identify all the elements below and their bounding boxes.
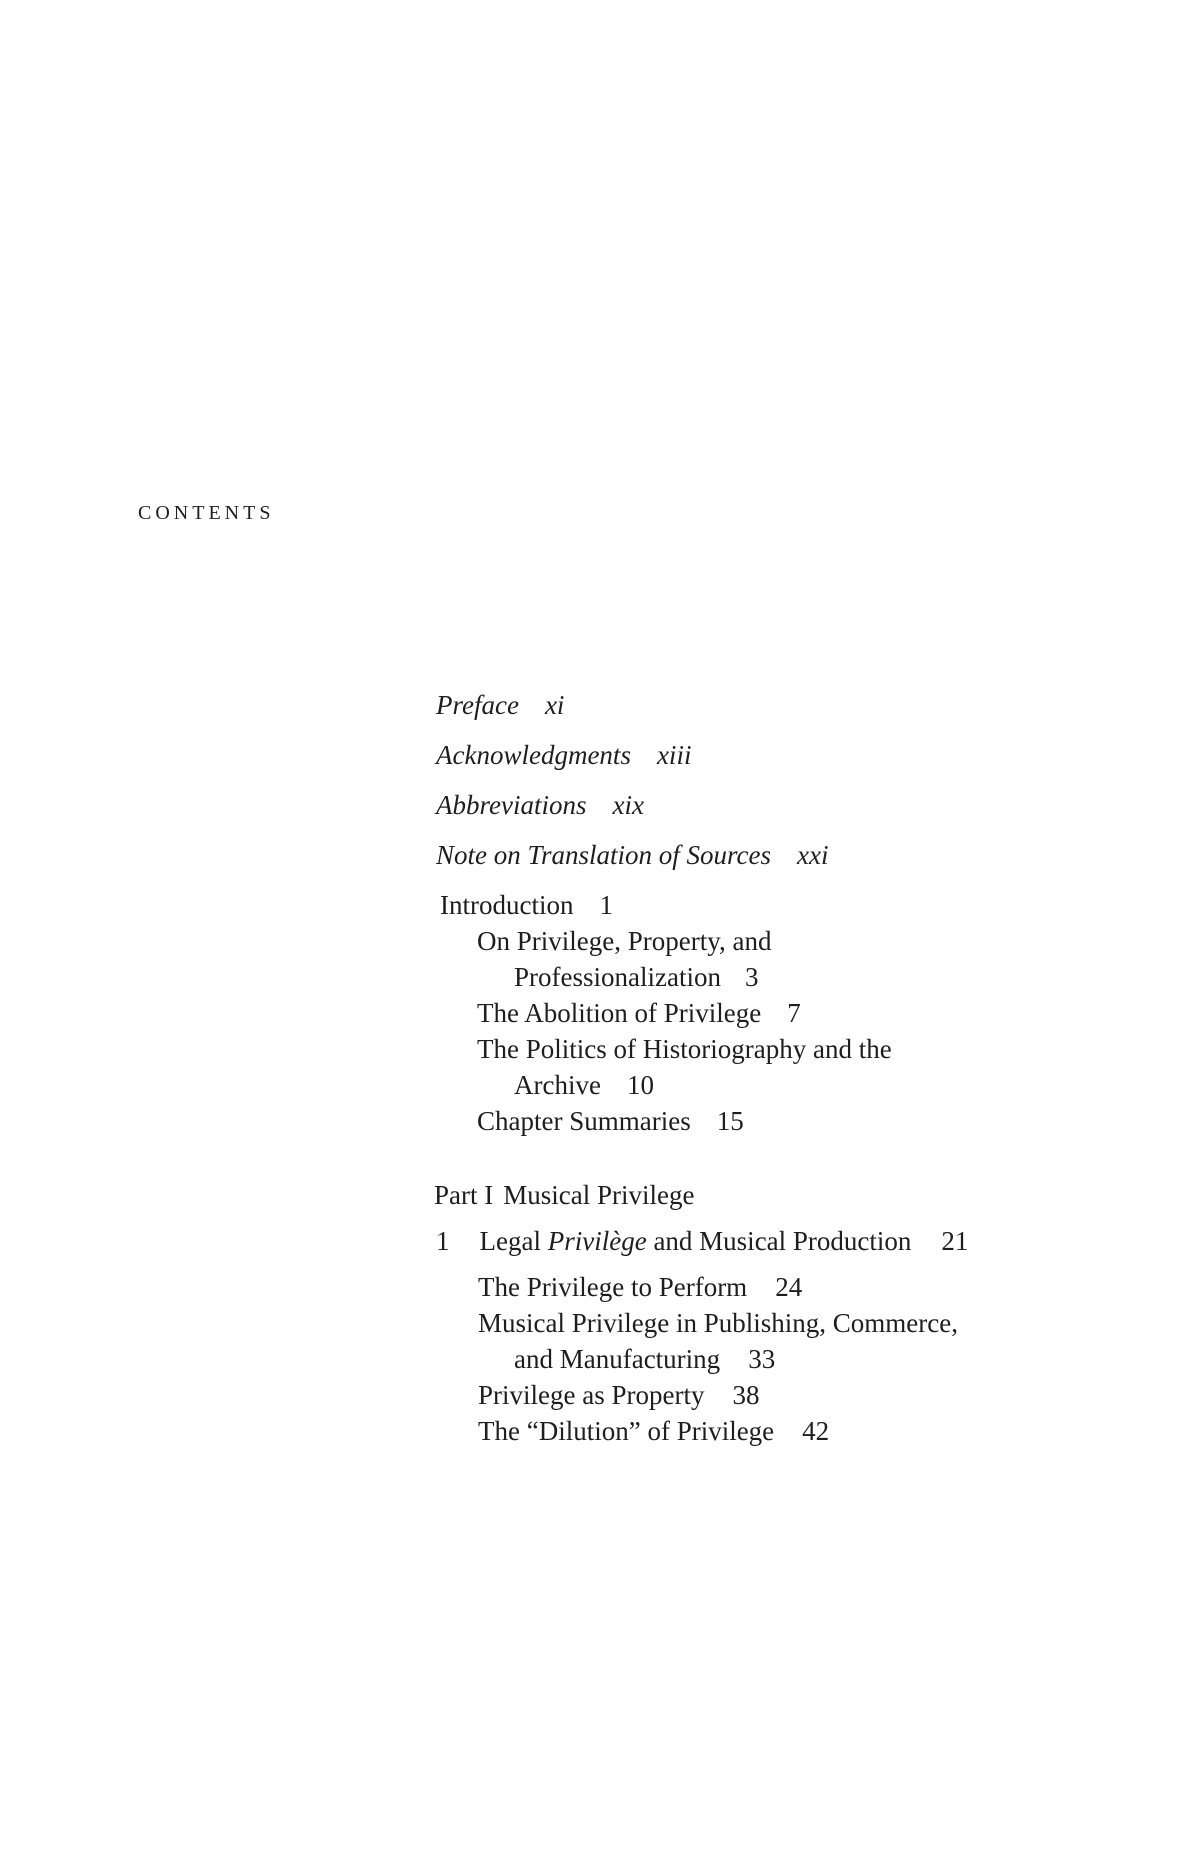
toc-page-number: xiii xyxy=(656,740,692,770)
toc-section-title: On Privilege, Property, and xyxy=(477,926,772,956)
toc-page-number: 1 xyxy=(599,890,613,920)
chapter-title-start: Legal xyxy=(479,1226,548,1256)
toc-part-1[interactable] xyxy=(434,1178,694,1212)
toc-section-chapter-summaries[interactable] xyxy=(477,1104,744,1138)
toc-section-title: The “Dilution” of Privilege xyxy=(478,1416,775,1446)
toc-entry-title: Acknowledgments xyxy=(436,740,631,770)
toc-entry-acknowledgments[interactable] xyxy=(436,738,691,772)
toc-entry-title: Abbreviations xyxy=(436,790,587,820)
toc-page-number: 15 xyxy=(716,1106,744,1136)
toc-section-title: Privilege as Property xyxy=(478,1380,705,1410)
toc-entry-title: Preface xyxy=(436,690,519,720)
toc-section-politics[interactable] xyxy=(477,1032,892,1066)
toc-page-number: 3 xyxy=(744,962,759,992)
toc-section-privilege-property[interactable] xyxy=(477,924,771,958)
toc-section-abolition[interactable] xyxy=(477,996,801,1030)
toc-page-number: xi xyxy=(544,690,565,720)
chapter-number: 1 xyxy=(436,1226,450,1256)
toc-page-number: xix xyxy=(612,790,644,820)
toc-section-politics-cont[interactable] xyxy=(514,1068,654,1102)
toc-section-dilution[interactable] xyxy=(478,1414,829,1448)
toc-section-title: Archive xyxy=(514,1070,601,1100)
chapter-title-end: and Musical Production xyxy=(646,1226,912,1256)
toc-section-publishing-cont[interactable] xyxy=(514,1342,775,1376)
toc-section-privilege-property-cont[interactable] xyxy=(514,960,758,994)
toc-section-privilege-as-property[interactable] xyxy=(478,1378,759,1412)
toc-section-title: and Manufacturing xyxy=(514,1344,721,1374)
toc-section-title: The Abolition of Privilege xyxy=(477,998,762,1028)
toc-page-number: 33 xyxy=(748,1344,776,1374)
toc-section-title: Chapter Summaries xyxy=(477,1106,691,1136)
toc-section-title: The Privilege to Perform xyxy=(478,1272,748,1302)
toc-section-publishing[interactable] xyxy=(478,1306,958,1340)
toc-page-number: 38 xyxy=(732,1380,760,1410)
toc-section-title: Professionalization xyxy=(514,962,721,992)
chapter-title-italic: Privilège xyxy=(547,1226,647,1256)
toc-section-privilege-to-perform[interactable] xyxy=(478,1270,802,1304)
toc-section-title: Musical Privilege in Publishing, Commerce, xyxy=(478,1308,958,1338)
toc-entry-title: Introduction xyxy=(440,890,574,920)
toc-entry-note-on-translation[interactable] xyxy=(436,838,829,872)
toc-entry-abbreviations[interactable] xyxy=(436,788,644,822)
toc-section-title: The Politics of Historiography and the xyxy=(477,1034,892,1064)
toc-page-number: xxi xyxy=(797,840,829,870)
toc-entry-title: Note on Translation of Sources xyxy=(436,840,772,870)
part-title: Musical Privilege xyxy=(503,1180,695,1210)
page-heading: CONTENTS xyxy=(138,502,275,524)
toc-chapter-1[interactable] xyxy=(436,1224,968,1258)
toc-page-number: 10 xyxy=(626,1070,654,1100)
toc-entry-preface[interactable] xyxy=(436,688,564,722)
toc-page-number: 21 xyxy=(941,1226,969,1256)
toc-page-number: 24 xyxy=(775,1272,803,1302)
toc-entry-introduction[interactable] xyxy=(440,888,613,922)
toc-page-number: 7 xyxy=(787,998,801,1028)
toc-page-number: 42 xyxy=(802,1416,830,1446)
part-label: Part I xyxy=(434,1180,494,1210)
